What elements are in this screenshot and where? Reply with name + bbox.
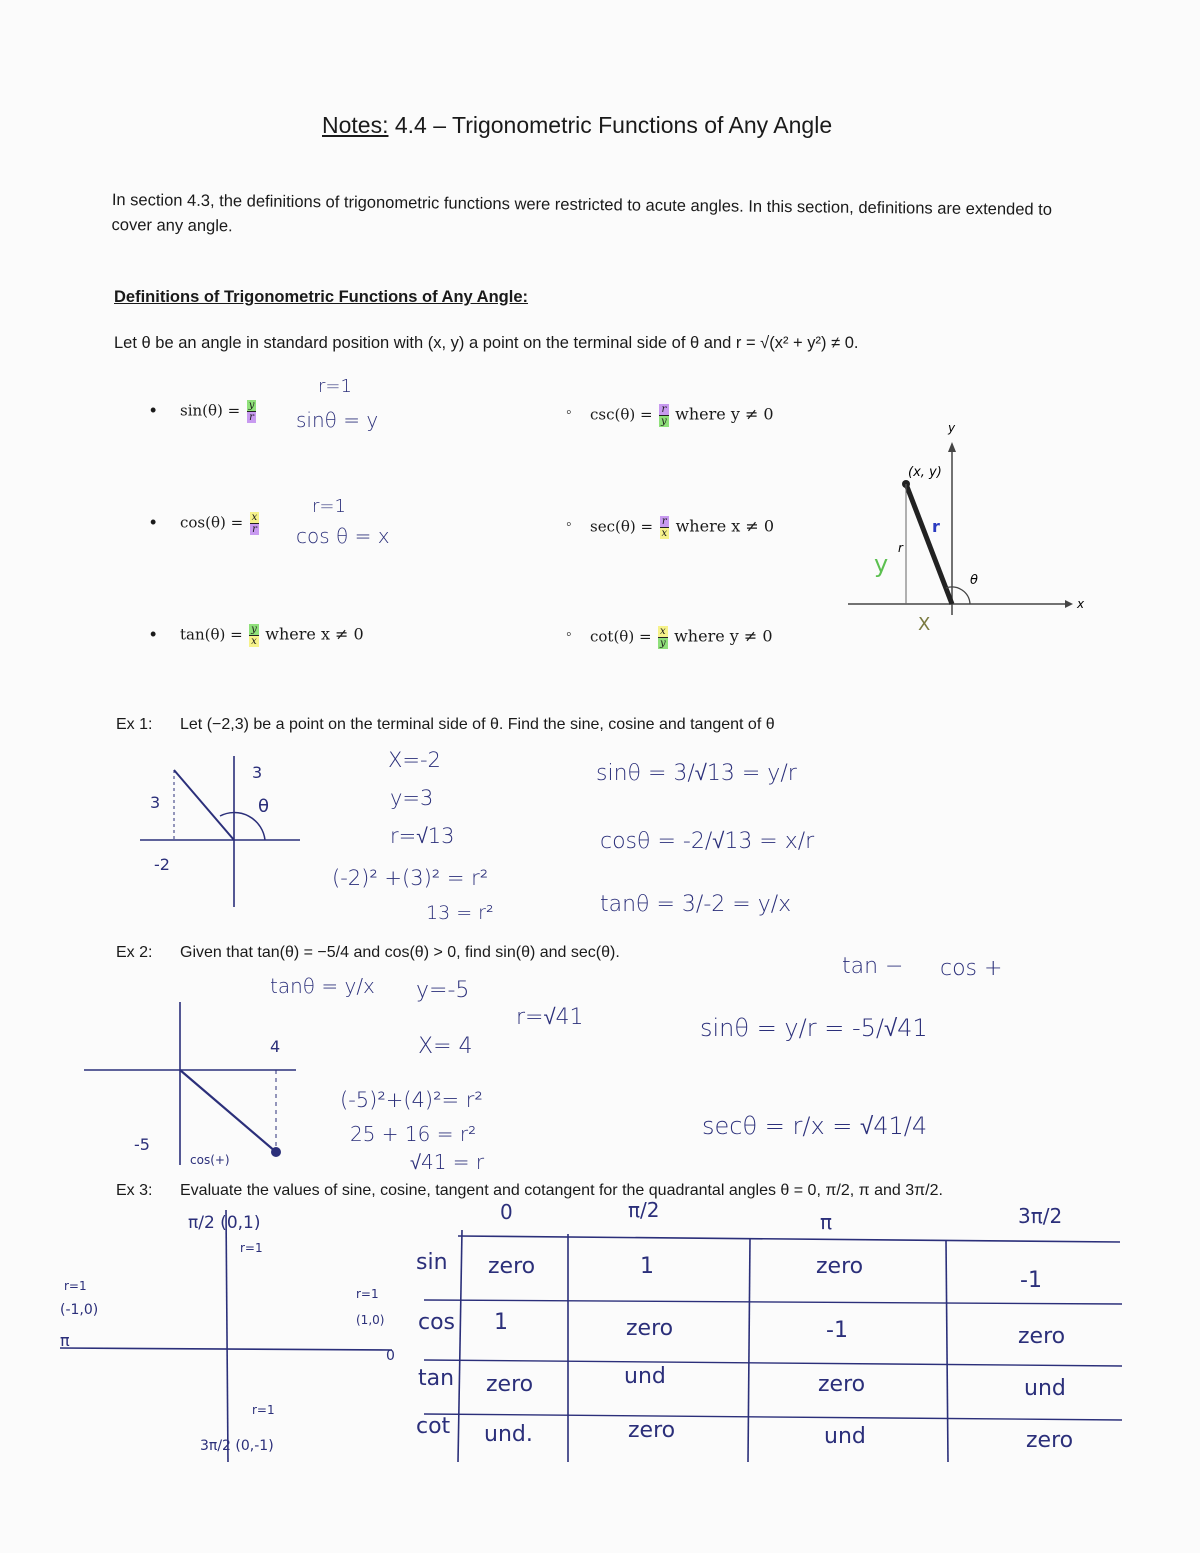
ex3-r-top: r=1 <box>240 1241 263 1255</box>
page-title <box>322 112 832 139</box>
ex1-work-eq: (-2)² +(3)² = r² <box>332 866 489 890</box>
ex3-bottom-label: 3π/2 (0,-1) <box>200 1438 274 1454</box>
cos-0: 1 <box>494 1310 508 1335</box>
ex3-unit-circle <box>60 1200 420 1470</box>
ex2-sign-tan: tan − <box>842 954 904 979</box>
cos-note-top: r=1 <box>312 496 346 517</box>
ex1-work-y: y=3 <box>390 786 434 810</box>
def-sec <box>590 516 774 539</box>
sin-pi2: 1 <box>640 1254 654 1279</box>
row-cot-label: cot <box>416 1414 451 1439</box>
cos-label: cos(θ) = <box>180 513 244 532</box>
cos-pi2: zero <box>626 1316 674 1341</box>
def-cos <box>180 512 261 535</box>
cot-pi: und <box>824 1424 866 1449</box>
ex3-y-axis <box>226 1210 228 1462</box>
cos-note: cos θ = x <box>296 524 390 548</box>
ex1-text: Let (−2,3) be a point on the terminal side of θ. Find the sine, cosine and tangent of θ <box>180 716 775 733</box>
table-header-1: π/2 <box>628 1198 660 1222</box>
title-prefix: Notes: <box>322 112 389 138</box>
row-tan-label: tan <box>418 1366 455 1391</box>
ex1-graph-3b: 3 <box>150 793 161 812</box>
definitions-heading: Definitions of Trigonometric Functions of Any Angle: <box>114 288 529 306</box>
row-sin-label: sin <box>416 1250 448 1275</box>
ex3-zero: 0 <box>386 1348 395 1364</box>
ex2-terminal-side <box>180 1070 276 1152</box>
ex2-label: Ex 2: <box>116 944 153 961</box>
sin-0: zero <box>488 1254 536 1279</box>
ex3-label: Ex 3: <box>116 1182 153 1199</box>
sin-note-top: r=1 <box>318 376 352 397</box>
ex1-cos: cosθ = -2/√13 = x/r <box>600 829 815 854</box>
x-hand-label: X <box>918 614 931 635</box>
tan-cond: where x ≠ 0 <box>265 624 364 644</box>
ex1-sin: sinθ = 3/√13 = y/r <box>596 761 797 786</box>
ex2-sign-cos: cos + <box>940 956 1003 981</box>
csc-cond: where y ≠ 0 <box>675 404 774 424</box>
ex3-top-label: π/2 (0,1) <box>188 1213 261 1233</box>
ex2-sin: sinθ = y/r = -5/√41 <box>700 1014 928 1042</box>
cot-frac: $\frac{x}{y}$ <box>659 626 666 649</box>
def-cot <box>590 626 773 649</box>
title-rest: 4.4 – Trigonometric Functions of Any Angle <box>388 112 833 138</box>
tan-pi2: und <box>624 1364 666 1389</box>
let-line: Let θ be an angle in standard position with (x, y) a point on the terminal side of θ and r = √(x² + y²) ≠ 0. <box>114 334 859 352</box>
row-cos-label: cos <box>418 1310 456 1335</box>
ex2-sec: secθ = r/x = √41/4 <box>702 1112 928 1140</box>
cot-pi2: zero <box>628 1418 676 1443</box>
csc-frac: $\frac{r}{y}$ <box>661 404 667 427</box>
sec-frac: $\frac{r}{x}$ <box>661 516 668 539</box>
ex3-r-left: r=1 <box>64 1279 87 1293</box>
theta-label: θ <box>970 573 978 588</box>
ex1-graph-neg2: -2 <box>154 855 170 874</box>
cot-0: und. <box>484 1422 533 1447</box>
ex2-work-eq: (-5)²+(4)²= r² <box>340 1088 483 1112</box>
sin-3pi2: -1 <box>1020 1268 1042 1293</box>
cos-pi: -1 <box>826 1318 848 1343</box>
ex2-work-r: r=√41 <box>516 1005 584 1030</box>
sec-label: sec(θ) = <box>590 517 654 536</box>
table-header-3: 3π/2 <box>1018 1204 1063 1228</box>
ex2-work-x: X= 4 <box>418 1034 473 1059</box>
point-label: (x, y) <box>908 465 942 480</box>
ex3-text: Evaluate the values of sine, cosine, tangent and cotangent for the quadrantal angles θ = 0, π/2, π and 3π/2. <box>180 1182 943 1199</box>
ex1-tan: tanθ = 3/-2 = y/x <box>600 892 792 917</box>
ex2-graph-4: 4 <box>270 1037 281 1056</box>
ex2-work-r2: √41 = r <box>410 1150 485 1174</box>
tan-0: zero <box>486 1372 534 1397</box>
cot-cond: where y ≠ 0 <box>674 626 773 646</box>
table-top-rule <box>458 1236 1120 1242</box>
angle-diagram <box>840 420 1090 640</box>
tan-label: tan(θ) = <box>180 625 243 644</box>
def-csc <box>590 404 774 427</box>
x-axis-arrow <box>1065 600 1073 608</box>
y-axis-arrow <box>948 442 956 452</box>
ex3-right-point: (1,0) <box>356 1313 385 1327</box>
intro-paragraph: In section 4.3, the definitions of trigonometric functions were restricted to acute angles. In this section, definitions are extended to cover any angle. <box>111 190 1053 236</box>
r-label: r <box>932 517 940 536</box>
ex1-graph-3a: 3 <box>252 763 263 782</box>
ex1-work-13: 13 = r² <box>426 902 494 924</box>
y-hand-label: y <box>874 550 889 578</box>
cot-3pi2: zero <box>1026 1428 1074 1453</box>
tan-3pi2: und <box>1024 1376 1066 1401</box>
r-inner-label: r <box>898 541 903 555</box>
def-tan <box>180 624 364 647</box>
y-axis-label: y <box>948 421 956 435</box>
ex1-terminal-side <box>174 770 234 840</box>
sin-pi: zero <box>816 1254 864 1279</box>
ex2-text: Given that tan(θ) = −5/4 and cos(θ) > 0, find sin(θ) and sec(θ). <box>180 944 620 961</box>
ex3-r-right: r=1 <box>356 1287 379 1301</box>
ex1-work-x: X=-2 <box>388 748 441 772</box>
ex3-r-bottom: r=1 <box>252 1403 275 1417</box>
x-axis-label: x <box>1077 597 1085 611</box>
table-row-1 <box>424 1300 1122 1304</box>
sec-cond: where x ≠ 0 <box>675 516 775 536</box>
tan-pi: zero <box>818 1372 866 1397</box>
terminal-side <box>906 484 952 604</box>
csc-label: csc(θ) = <box>590 405 653 424</box>
ex1-graph <box>140 752 310 912</box>
table-row-2 <box>424 1360 1122 1366</box>
table-header-0: 0 <box>500 1200 513 1224</box>
ex2-work-y: y=-5 <box>416 978 470 1003</box>
table-col-2 <box>748 1238 750 1462</box>
def-sin <box>180 400 258 423</box>
table-col-0 <box>458 1230 462 1462</box>
sin-frac: $\frac{y}{r}$ <box>248 400 255 423</box>
table-col-3 <box>946 1240 948 1462</box>
ex1-label: Ex 1: <box>116 716 153 733</box>
sin-note: sinθ = y <box>296 408 379 432</box>
cot-label: cot(θ) = <box>590 627 652 646</box>
tan-frac: $\frac{y}{x}$ <box>251 624 257 647</box>
ex2-point <box>271 1147 281 1157</box>
ex2-work-tan: tanθ = y/x <box>270 974 375 998</box>
ex3-pi: π <box>60 1331 70 1350</box>
ex1-work-r: r=√13 <box>390 824 455 848</box>
ex2-graph-cos: cos(+) <box>190 1153 230 1167</box>
ex3-x-axis <box>60 1348 392 1350</box>
ex3-left-point: (-1,0) <box>60 1302 99 1318</box>
table-row-3 <box>424 1414 1122 1420</box>
ex2-work-sum: 25 + 16 = r² <box>350 1122 477 1146</box>
ex2-graph <box>84 1000 304 1170</box>
ex2-graph-neg5: -5 <box>134 1135 150 1154</box>
cos-3pi2: zero <box>1018 1324 1066 1349</box>
ex1-graph-theta: θ <box>258 796 270 817</box>
sin-label: sin(θ) = <box>180 401 241 420</box>
table-header-2: π <box>820 1210 833 1234</box>
cos-frac: $\frac{x}{r}$ <box>251 512 258 535</box>
